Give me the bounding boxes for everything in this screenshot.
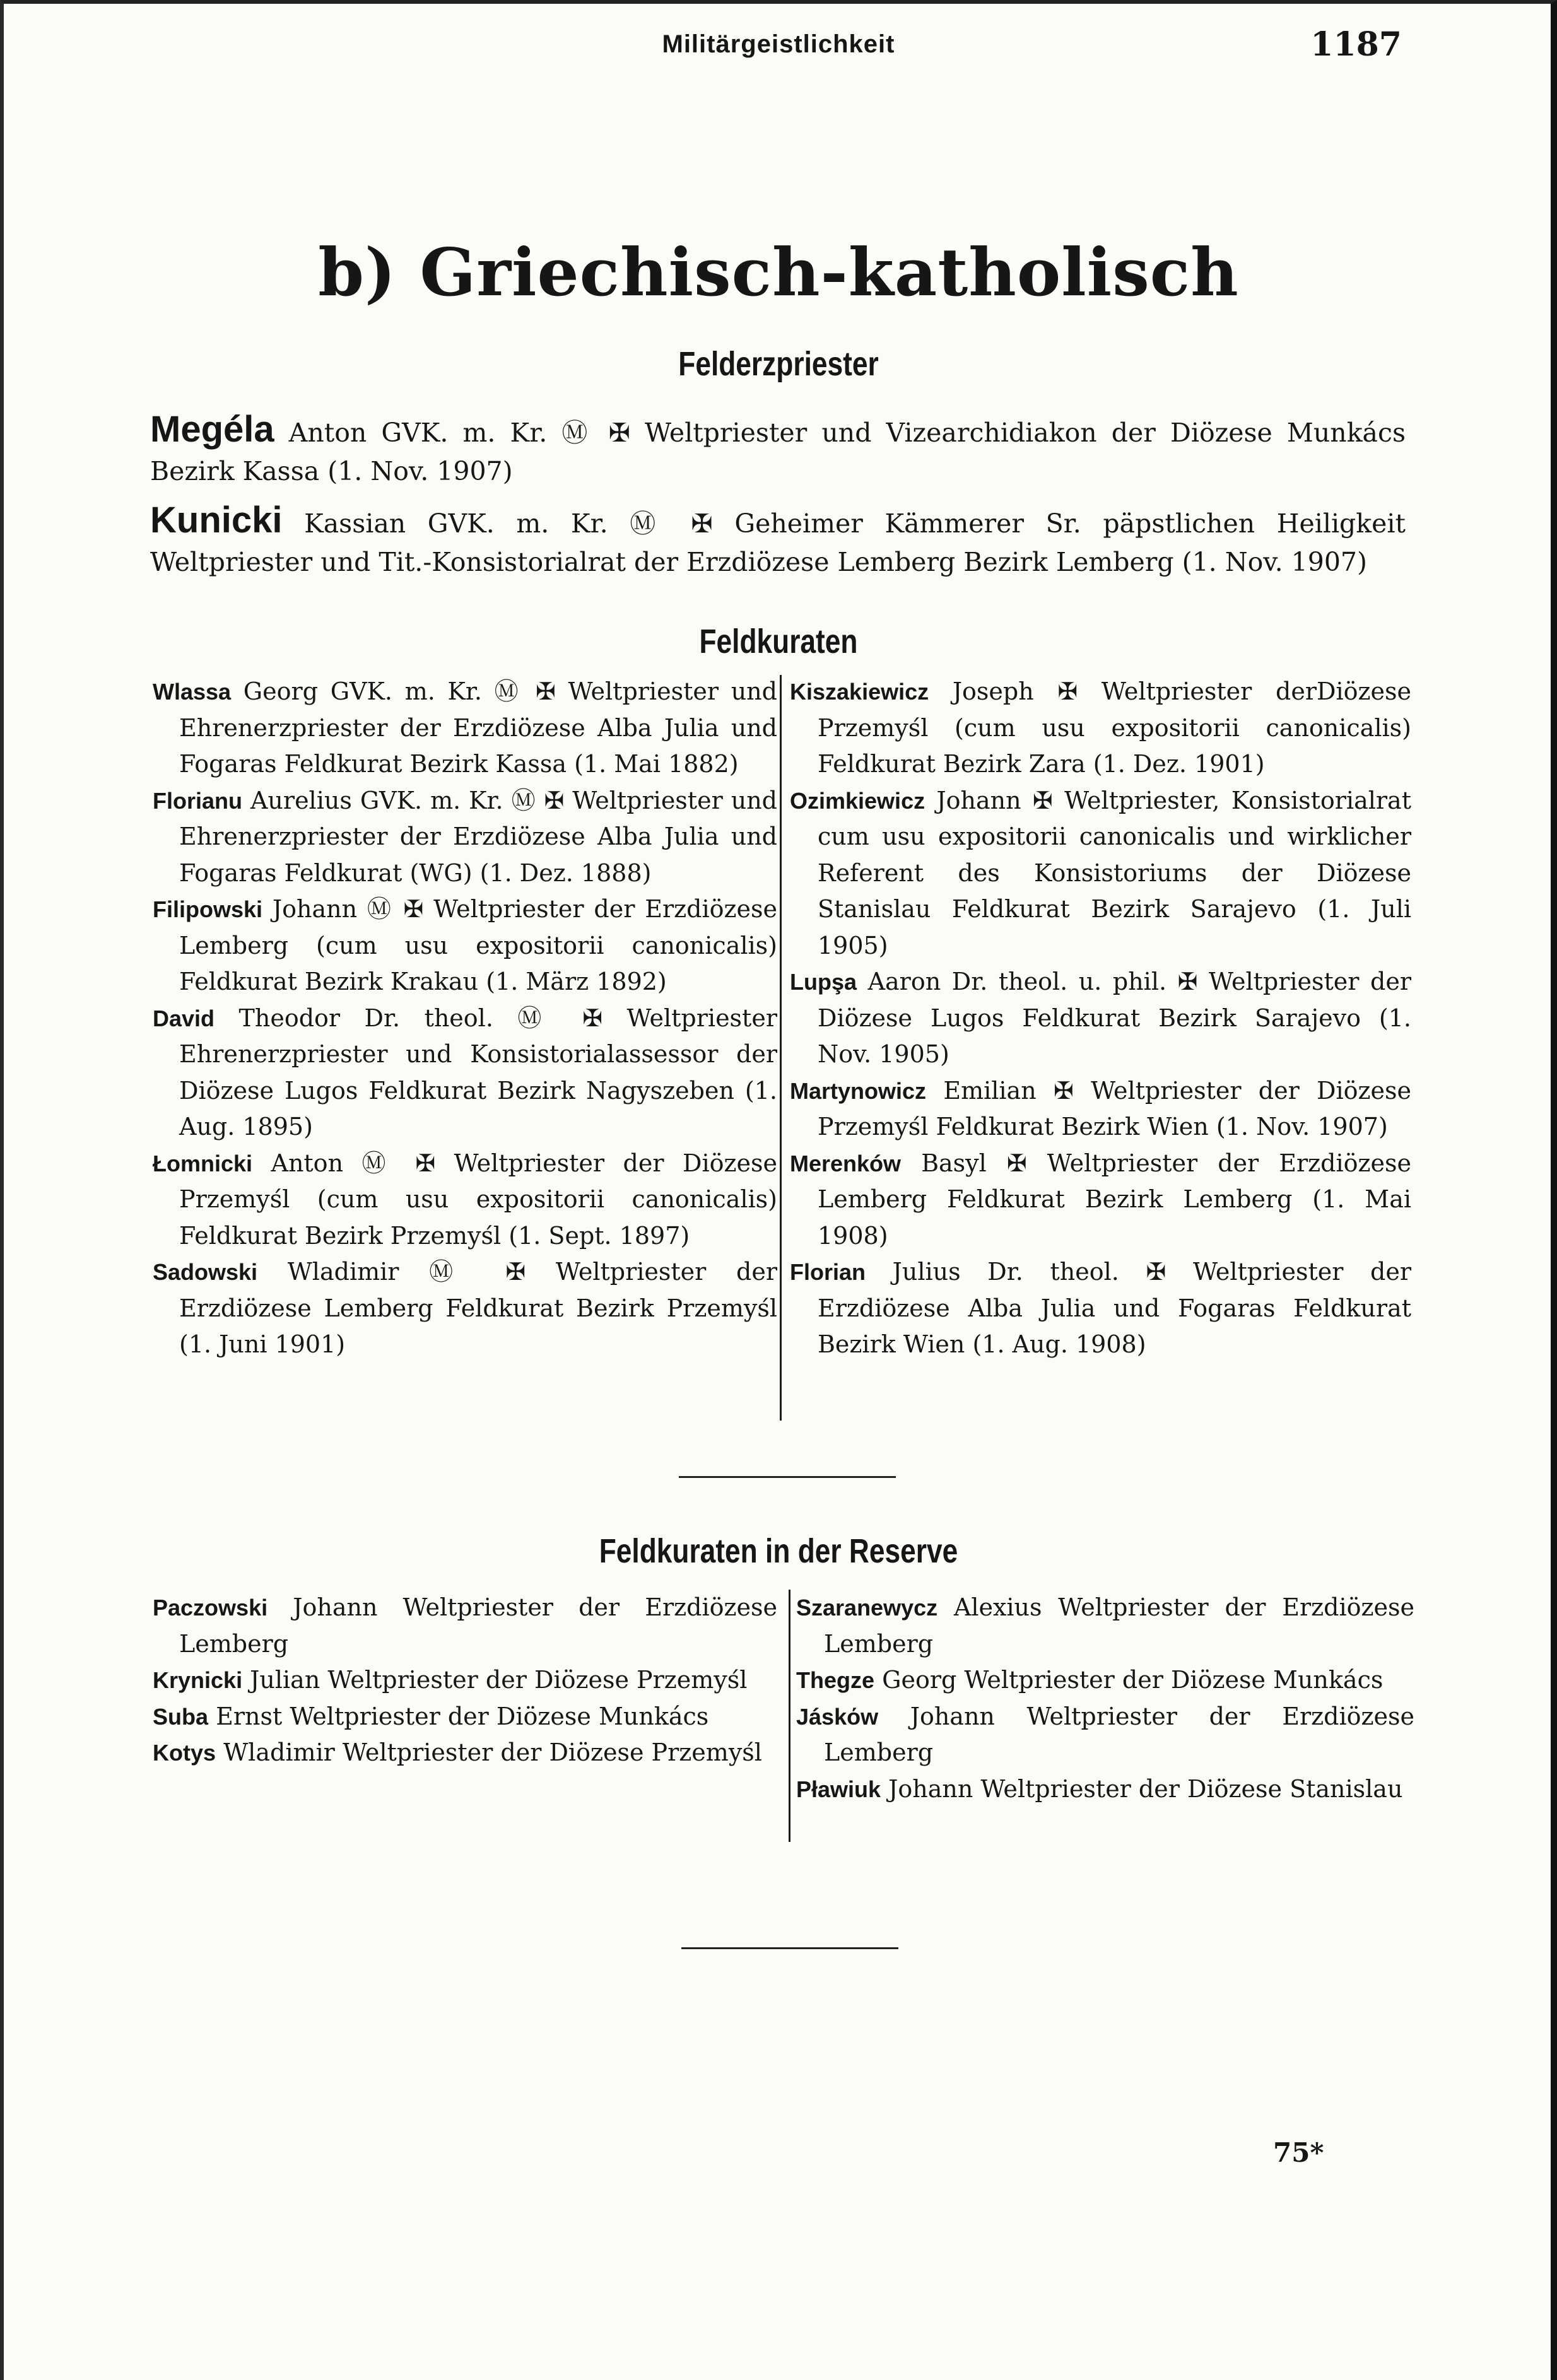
entry-text: Wladimir Weltpriester der Diözese Przemyśl <box>223 1738 762 1766</box>
section-title: b) Griechisch-katholisch <box>318 233 1239 311</box>
felderzpriester-heading: Felderzpriester <box>678 345 879 383</box>
feldkuraten-heading: Feldkuraten <box>699 623 858 660</box>
entry-text: Georg Weltpriester der Diözese Munkács <box>882 1666 1384 1694</box>
entry-text: Julian Weltpriester der Diözese Przemyśl <box>250 1666 748 1694</box>
feldkuraten-right-column <box>790 674 1411 1363</box>
entry-name: Kotys <box>153 1740 216 1766</box>
entry-text: Wladimir Ⓜ ✠ Weltpriester der Erzdiözese Lemberg Feldkurat Bezirk Przemyśl (1. Juni 1901) <box>179 1258 777 1358</box>
entry-text: Johann Weltpriester der Diözese Stanislau <box>888 1774 1403 1803</box>
list-item <box>153 1662 777 1699</box>
list-item <box>153 1000 777 1146</box>
entry-name: Florian <box>790 1259 866 1285</box>
list-item <box>796 1771 1414 1808</box>
entry-text: Basyl ✠ Weltpriester der Erzdiözese Lemberg Feldkurat Bezirk Lemberg (1. Mai 1908) <box>818 1149 1411 1250</box>
entry-text: Emilian ✠ Weltpriester der Diözese Przemyśl Feldkurat Bezirk Wien (1. Nov. 1907) <box>818 1076 1411 1140</box>
reserve-right-column <box>796 1590 1414 1807</box>
entry-text: Aurelius GVK. m. Kr. Ⓜ ✠ Weltpriester und Ehrenerzpriester der Erzdiözese Alba Julia und Fogaras Feldkurat (WG) (1. Dez. 1888) <box>179 786 777 887</box>
entry-text: Aaron Dr. theol. u. phil. ✠ Weltpriester der Diözese Lugos Feldkurat Bezirk Sarajevo (1. Nov. 1905) <box>818 968 1411 1068</box>
felderzpriester-entry <box>150 410 1406 491</box>
entry-name: Filipowski <box>153 896 263 922</box>
entry-name: David <box>153 1005 215 1031</box>
column-divider <box>780 675 782 1421</box>
entry-text: Johann Weltpriester der Erzdiözese Lemberg <box>179 1593 777 1658</box>
list-item <box>790 674 1411 783</box>
entry-text: Joseph ✠ Weltpriester derDiözese Przemyśl (cum usu expositorii canonicalis) Feldkurat Bezirk Zara (1. Dez. 1901) <box>818 677 1411 778</box>
list-item <box>790 783 1411 964</box>
section-divider <box>681 1947 898 1949</box>
entry-name: Suba <box>153 1703 209 1730</box>
entry-text: Anton Ⓜ ✠ Weltpriester der Diözese Przemyśl (cum usu expositorii canonicalis) Feldkurat Bezirk Przemyśl (1. Sept. 1897) <box>179 1149 777 1250</box>
entry-name: Martynowicz <box>790 1077 927 1104</box>
reserve-heading: Feldkuraten in der Reserve <box>599 1532 958 1570</box>
entry-name: Merenków <box>790 1150 902 1176</box>
list-item <box>153 891 777 1000</box>
entry-text: Georg GVK. m. Kr. Ⓜ ✠ Weltpriester und Ehrenerzpriester der Erzdiözese Alba Julia und Fogaras Feldkurat Bezirk Kassa (1. Mai 1882) <box>179 677 777 778</box>
entry-name: Lupşa <box>790 969 857 995</box>
list-item <box>790 1146 1411 1255</box>
entry-text: Johann Ⓜ ✠ Weltpriester der Erzdiözese Lemberg (cum usu expositorii canonicalis) Feldkurat Bezirk Krakau (1. März 1892) <box>179 895 777 995</box>
entry-name: Łomnicki <box>153 1150 253 1176</box>
list-item <box>153 783 777 892</box>
entry-name: Ozimkiewicz <box>790 787 925 814</box>
entry-name: Wlassa <box>153 679 232 705</box>
felderzpriester-entry <box>150 501 1406 582</box>
entry-name: Kunicki <box>150 500 283 541</box>
list-item <box>796 1590 1414 1662</box>
list-item <box>153 1735 777 1771</box>
page-number: 1187 <box>1310 25 1402 64</box>
entry-text: Julius Dr. theol. ✠ Weltpriester der Erzdiözese Alba Julia und Fogaras Feldkurat Bezirk Wien (1. Aug. 1908) <box>818 1258 1411 1358</box>
list-item <box>153 1699 777 1735</box>
entry-text: Johann ✠ Weltpriester, Konsistorialrat cum usu expositorii canonicalis und wirklicher Referent des Konsistoriums der Diözese Stanislau Feldkurat Bezirk Sarajevo (1. Juli 1905) <box>818 786 1411 959</box>
running-title: Militärgeistlichkeit <box>662 30 895 58</box>
list-item <box>153 1254 777 1363</box>
entry-name: Krynicki <box>153 1667 243 1693</box>
entry-text: Alexius Weltpriester der Erzdiözese Lemberg <box>824 1593 1414 1658</box>
entry-name: Thegze <box>796 1667 875 1693</box>
entry-name: Pławiuk <box>796 1776 881 1802</box>
entry-name: Jáskόw <box>796 1703 879 1730</box>
entry-name: Kiszakiewicz <box>790 679 929 705</box>
list-item <box>796 1662 1414 1699</box>
list-item <box>153 674 777 783</box>
entry-name: Megéla <box>150 409 274 450</box>
entry-text: Kassian GVK. m. Kr. Ⓜ ✠ Geheimer Kämmerer Sr. päpstlichen Heiligkeit Weltpriester und Tit.-Konsistorialrat der Erzdiözese Lemberg Bezirk Lemberg (1. Nov. 1907) <box>150 508 1406 577</box>
entry-name: Sadowski <box>153 1259 258 1285</box>
reserve-left-column <box>153 1590 777 1771</box>
list-item <box>790 1254 1411 1363</box>
entry-text: Johann Weltpriester der Erzdiözese Lemberg <box>824 1702 1414 1766</box>
list-item <box>153 1590 777 1662</box>
entry-name: Florianu <box>153 787 242 814</box>
entry-name: Paczowski <box>153 1595 268 1621</box>
column-divider <box>789 1590 790 1842</box>
entry-text: Theodor Dr. theol. Ⓜ ✠ Weltpriester Ehrenerzpriester und Konsistorialassessor der Diözese Lugos Feldkurat Bezirk Nagyszeben (1. Aug. 1895) <box>179 1004 777 1140</box>
list-item <box>796 1699 1414 1771</box>
list-item <box>153 1146 777 1255</box>
entry-text: Ernst Weltpriester der Diözese Munkács <box>216 1702 709 1730</box>
list-item <box>790 1073 1411 1146</box>
folio: 75* <box>1273 2137 1324 2168</box>
feldkuraten-left-column <box>153 674 777 1363</box>
section-divider <box>679 1476 896 1478</box>
entry-text: Anton GVK. m. Kr. Ⓜ ✠ Weltpriester und Vizearchidiakon der Diözese Munkács Bezirk Kassa (1. Nov. 1907) <box>150 418 1406 486</box>
list-item <box>790 964 1411 1073</box>
entry-name: Szaranewycz <box>796 1595 938 1621</box>
